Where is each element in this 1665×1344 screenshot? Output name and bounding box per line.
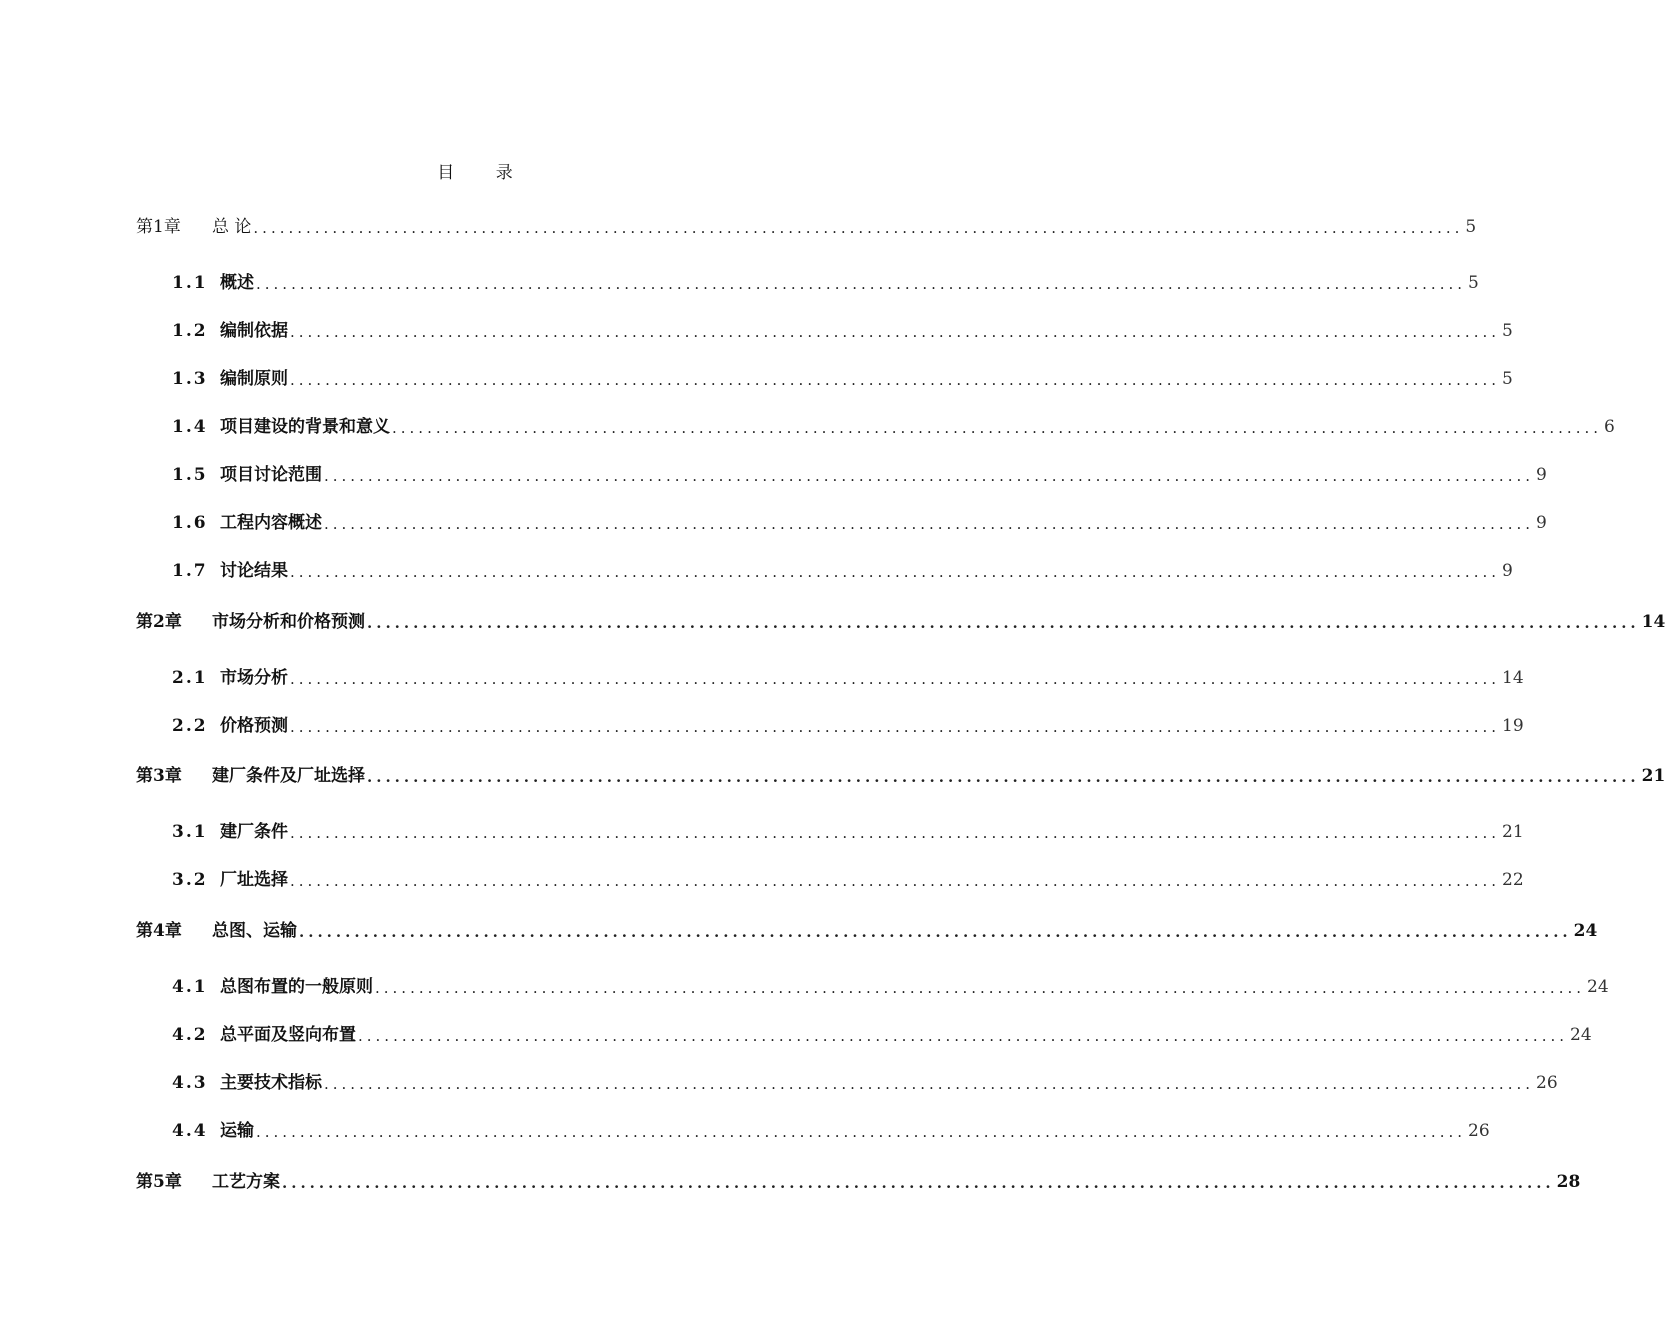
toc-entry-page: 26 (1536, 1073, 1558, 1093)
toc-leader-dots: .......................................................................................................................................... (256, 275, 1466, 293)
toc-entry-number: 1.5 (172, 465, 208, 485)
toc-entry-page: 5 (1502, 321, 1513, 341)
toc-entry-number: 1.4 (172, 417, 208, 437)
toc-entry-label: 运输 (220, 1121, 254, 1141)
toc-entry-number: 第1章 (136, 217, 181, 237)
toc-leader-dots: .......................................................................................................................................... (282, 1174, 1555, 1192)
toc-section-2-1[interactable] (172, 666, 1524, 690)
toc-entry-label: 市场分析和价格预测 (212, 612, 365, 632)
toc-chapter-3[interactable] (136, 764, 1665, 788)
toc-leader-dots: .......................................................................................................................................... (299, 923, 1572, 941)
toc-entry-page: 14 (1641, 612, 1665, 632)
toc-entry-number: 2.2 (172, 716, 208, 736)
toc-entry-number: 2.1 (172, 668, 208, 688)
toc-entry-number: 1.2 (172, 321, 208, 341)
toc-entry-label: 总图、运输 (212, 921, 297, 941)
toc-leader-dots: .......................................................................................................................................... (290, 718, 1500, 736)
toc-entry-page: 5 (1468, 273, 1479, 293)
toc-section-1-3[interactable] (172, 367, 1513, 391)
toc-section-1-4[interactable] (172, 415, 1615, 439)
toc-leader-dots: .......................................................................................................................................... (256, 1123, 1466, 1141)
toc-entry-number: 1.7 (172, 561, 208, 581)
toc-entry-label: 讨论结果 (220, 561, 288, 581)
toc-chapter-5[interactable] (136, 1170, 1581, 1194)
toc-entry-page: 14 (1502, 668, 1524, 688)
toc-entry-page: 22 (1502, 870, 1524, 890)
toc-section-4-1[interactable] (172, 975, 1609, 999)
toc-leader-dots: .......................................................................................................................................... (290, 323, 1500, 341)
toc-entry-label: 总图布置的一般原则 (220, 977, 373, 997)
toc-chapter-4[interactable] (136, 919, 1598, 943)
toc-section-4-2[interactable] (172, 1023, 1592, 1047)
toc-entry-number: 4.3 (172, 1073, 208, 1093)
toc-entry-number: 第3章 (136, 766, 182, 786)
toc-leader-dots: .......................................................................................................................................... (375, 979, 1585, 997)
toc-entry-page: 21 (1641, 766, 1665, 786)
toc-entry-page: 26 (1468, 1121, 1490, 1141)
toc-entry-number: 1.1 (172, 273, 208, 293)
toc-leader-dots: .......................................................................................................................................... (367, 768, 1640, 786)
toc-section-1-6[interactable] (172, 511, 1547, 535)
toc-section-1-7[interactable] (172, 559, 1513, 583)
toc-entry-label: 概述 (220, 273, 254, 293)
toc-entry-page: 5 (1465, 217, 1477, 237)
toc-entry-page: 24 (1570, 1025, 1592, 1045)
toc-entry-label: 工艺方案 (212, 1172, 280, 1192)
toc-title: 目 录 (437, 163, 531, 183)
toc-leader-dots: .......................................................................................................................................... (290, 371, 1500, 389)
toc-entry-number: 第2章 (136, 612, 182, 632)
toc-entry-number: 4.2 (172, 1025, 208, 1045)
toc-leader-dots: .......................................................................................................................................... (253, 219, 1464, 237)
toc-section-1-5[interactable] (172, 463, 1547, 487)
toc-section-4-3[interactable] (172, 1071, 1558, 1095)
toc-entry-page: 24 (1587, 977, 1609, 997)
toc-entry-page: 9 (1502, 561, 1513, 581)
toc-leader-dots: .......................................................................................................................................... (290, 563, 1500, 581)
toc-leader-dots: .......................................................................................................................................... (358, 1027, 1568, 1045)
toc-entry-page: 21 (1502, 822, 1524, 842)
toc-entry-number: 1.3 (172, 369, 208, 389)
toc-entry-label: 价格预测 (220, 716, 288, 736)
toc-entry-label: 项目建设的背景和意义 (220, 417, 390, 437)
toc-entry-label: 建厂条件及厂址选择 (212, 766, 365, 786)
toc-entry-label: 编制依据 (220, 321, 288, 341)
toc-entry-label: 总 论 (212, 217, 252, 237)
toc-entry-label: 主要技术指标 (220, 1073, 322, 1093)
toc-leader-dots: .......................................................................................................................................... (290, 872, 1500, 890)
toc-entry-label: 总平面及竖向布置 (220, 1025, 356, 1045)
toc-entry-page: 6 (1604, 417, 1615, 437)
toc-leader-dots: .......................................................................................................................................... (290, 824, 1500, 842)
toc-leader-dots: .......................................................................................................................................... (324, 515, 1534, 533)
toc-entry-number: 4.1 (172, 977, 208, 997)
toc-entry-label: 编制原则 (220, 369, 288, 389)
toc-entry-page: 24 (1573, 921, 1598, 941)
toc-leader-dots: .......................................................................................................................................... (392, 419, 1602, 437)
toc-entry-page: 19 (1502, 716, 1524, 736)
toc-entry-number: 第4章 (136, 921, 182, 941)
toc-entry-label: 市场分析 (220, 668, 288, 688)
toc-entry-number: 3.2 (172, 870, 208, 890)
toc-entry-number: 3.1 (172, 822, 208, 842)
toc-entry-number: 4.4 (172, 1121, 208, 1141)
toc-entry-label: 工程内容概述 (220, 513, 322, 533)
toc-section-3-2[interactable] (172, 868, 1524, 892)
toc-section-3-1[interactable] (172, 820, 1524, 844)
toc-entry-number: 第5章 (136, 1172, 182, 1192)
toc-section-1-1[interactable] (172, 271, 1479, 295)
toc-entry-number: 1.6 (172, 513, 208, 533)
toc-leader-dots: .......................................................................................................................................... (367, 614, 1640, 632)
toc-leader-dots: .......................................................................................................................................... (324, 1075, 1534, 1093)
toc-section-4-4[interactable] (172, 1119, 1490, 1143)
toc-section-1-2[interactable] (172, 319, 1513, 343)
toc-entry-page: 28 (1556, 1172, 1581, 1192)
toc-entry-page: 5 (1502, 369, 1513, 389)
toc-chapter-1[interactable] (136, 215, 1477, 239)
toc-entry-label: 建厂条件 (220, 822, 288, 842)
toc-entry-page: 9 (1536, 465, 1547, 485)
toc-entry-label: 厂址选择 (220, 870, 288, 890)
toc-chapter-2[interactable] (136, 610, 1665, 634)
toc-leader-dots: .......................................................................................................................................... (324, 467, 1534, 485)
toc-leader-dots: .......................................................................................................................................... (290, 670, 1500, 688)
toc-section-2-2[interactable] (172, 714, 1524, 738)
toc-entry-page: 9 (1536, 513, 1547, 533)
toc-entry-label: 项目讨论范围 (220, 465, 322, 485)
